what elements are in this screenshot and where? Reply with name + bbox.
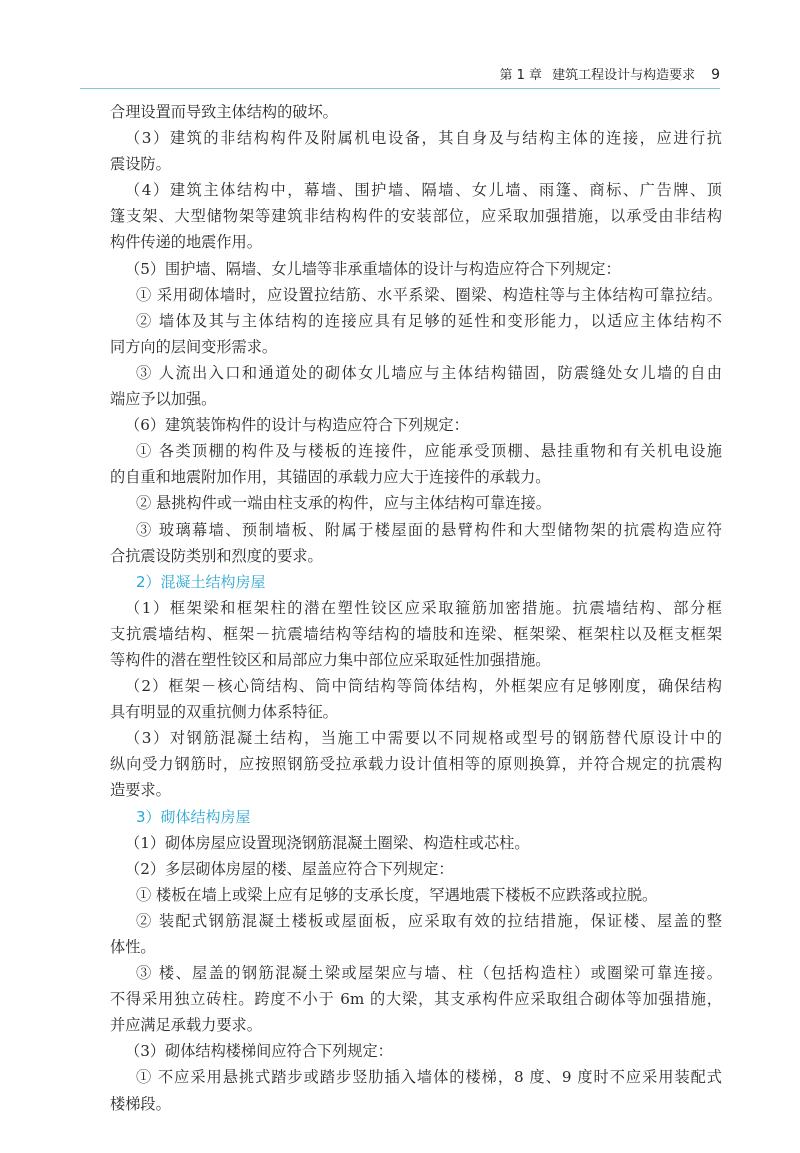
- text-line: 体性。: [110, 938, 156, 956]
- text-line: 篷支架、大型储物架等建筑非结构构件的安装部位，应采取加强措施，以承受由非结构: [110, 207, 722, 226]
- text-line: （5）围护墙、隔墙、女儿墙等非承重墙体的设计与构造应符合下列规定：: [125, 259, 621, 278]
- text-line: 纵向受力钢筋时，应按照钢筋受拉承载力设计值相等的原则换算，并符合规定的抗震构: [110, 755, 722, 774]
- text-line: 造要求。: [110, 781, 171, 800]
- text-line: 具有明显的双重抗侧力体系特征。: [110, 703, 338, 722]
- text-line: （3）砌体结构楼梯间应符合下列规定：: [125, 1042, 393, 1061]
- text-line: ③ 玻璃幕墙、预制墙板、附属于楼屋面的悬臂构件和大型储物架的抗震构造应符: [136, 520, 722, 539]
- body-text: [110, 99, 722, 1117]
- text-line: 端应予以加强。: [110, 390, 217, 409]
- page-header: [80, 58, 720, 84]
- header-rule: [80, 88, 720, 89]
- text-line: ② 墙体及其与主体结构的连接应具有足够的延性和变形能力，以适应主体结构不: [136, 311, 722, 330]
- text-line: 楼梯段。: [110, 1094, 171, 1113]
- text-line: （1）框架梁和框架柱的潜在塑性铰区应采取箍筋加密措施。抗震墙结构、部分框: [125, 598, 722, 617]
- text-line: ③ 楼、屋盖的钢筋混凝土梁或屋架应与墙、柱（包括构造柱）或圈梁可靠连接。: [136, 964, 722, 983]
- section-heading-masonry: 3）砌体结构房屋: [136, 807, 251, 826]
- text-line: ② 悬挑构件或一端由柱支承的构件，应与主体结构可靠连接。: [136, 494, 551, 513]
- text-line: （1）砌体房屋应设置现浇钢筋混凝土圈梁、构造柱或芯柱。: [125, 833, 530, 852]
- text-line: ① 不应采用悬挑式踏步或踏步竖肋插入墙体的楼梯，8 度、9 度时不应采用装配式: [136, 1068, 722, 1087]
- text-line: （2）框架－核心筒结构、筒中筒结构等筒体结构，外框架应有足够刚度，确保结构: [125, 677, 722, 696]
- text-line: ② 装配式钢筋混凝土楼板或屋面板，应采取有效的拉结措施，保证楼、屋盖的整: [136, 911, 722, 930]
- text-line: （2）多层砌体房屋的楼、屋盖应符合下列规定：: [125, 859, 454, 878]
- text-line: （4）建筑主体结构中，幕墙、围护墙、隔墙、女儿墙、雨篷、商标、广告牌、顶: [125, 181, 722, 200]
- page-number: 9: [711, 67, 720, 83]
- text-line: 合理设置而导致主体结构的破坏。: [110, 103, 338, 121]
- text-line: 并应满足承载力要求。: [110, 1016, 262, 1035]
- text-line: 震设防。: [110, 155, 171, 174]
- chapter-title: 建筑工程设计与构造要求: [552, 68, 696, 83]
- text-line: （6）建筑装饰构件的设计与构造应符合下列规定：: [125, 416, 469, 435]
- text-line: 合抗震设防类别和烈度的要求。: [110, 546, 323, 565]
- text-line: 同方向的层间变形需求。: [110, 337, 278, 356]
- text-line: （3）建筑的非结构构件及附属机电设备，其自身及与结构主体的连接，应进行抗: [125, 129, 722, 148]
- running-header: [500, 64, 720, 83]
- text-line: 不得采用独立砖柱。跨度不小于 6m 的大梁，其支承构件应采取组合砌体等加强措施，: [110, 990, 722, 1009]
- text-line: （3）对钢筋混凝土结构，当施工中需要以不同规格或型号的钢筋替代原设计中的: [125, 729, 722, 748]
- text-line: 构件传递的地震作用。: [110, 233, 262, 252]
- section-heading-concrete: 2）混凝土结构房屋: [136, 572, 266, 591]
- text-line: 的自重和地震附加作用，其锚固的承载力应大于连接件的承载力。: [110, 468, 551, 487]
- chapter-number: 第 1 章: [499, 68, 543, 83]
- text-line: 等构件的潜在塑性铰区和局部应力集中部位应采取延性加强措施。: [110, 650, 551, 669]
- text-line: ③ 人流出入口和通道处的砌体女儿墙应与主体结构锚固，防震缝处女儿墙的自由: [136, 363, 722, 382]
- text-line: 支抗震墙结构、框架－抗震墙结构等结构的墙肢和连梁、框架梁、框架柱以及框支框架: [110, 624, 722, 643]
- text-line: ① 楼板在墙上或梁上应有足够的支承长度，罕遇地震下楼板不应跌落或拉脱。: [136, 885, 658, 904]
- text-line: ① 各类顶棚的构件及与楼板的连接件，应能承受顶棚、悬挂重物和有关机电设施: [136, 442, 722, 461]
- text-line: ① 采用砌体墙时，应设置拉结筋、水平系梁、圈梁、构造柱等与主体结构可靠拉结。: [136, 285, 722, 304]
